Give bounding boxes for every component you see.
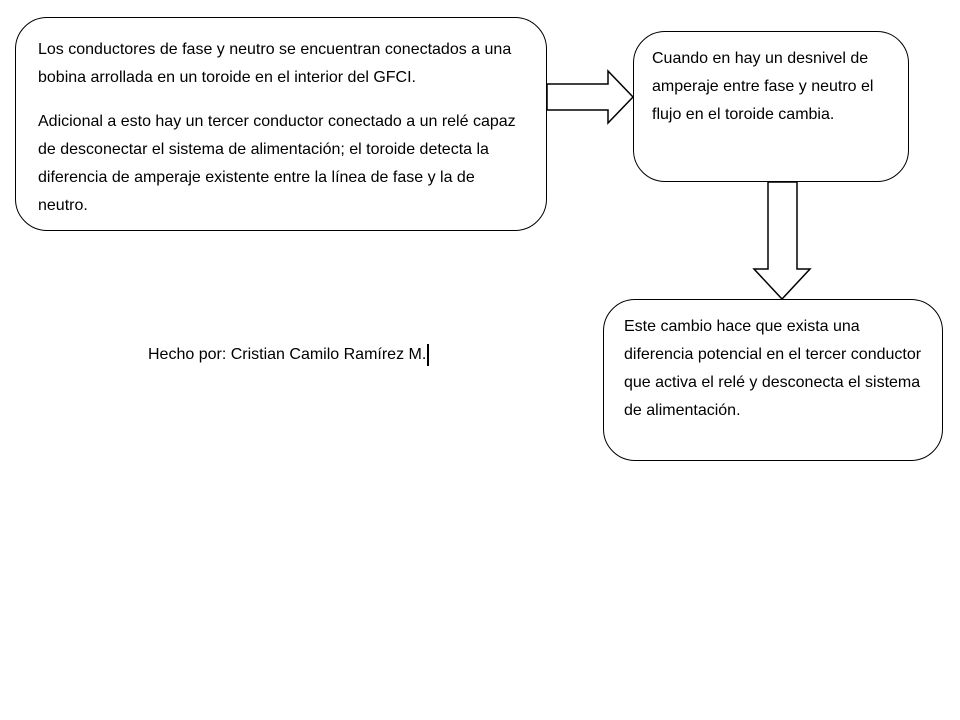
author-credit[interactable]: [148, 342, 429, 368]
box1-paragraph-2: Adicional a esto hay un tercer conductor conectado a un relé capaz de desconectar el sistema de alimentación; el toroide detecta la diferencia de amperaje existente entre la línea de fase y la de neutro.: [38, 113, 516, 214]
arrow-right: [547, 71, 633, 123]
text-cursor: [427, 344, 429, 366]
imbalance-box: [633, 31, 909, 182]
disconnect-box: [603, 299, 943, 461]
gfci-description-box: [15, 17, 547, 231]
box2-text: Cuando en hay un desnivel de amperaje entre fase y neutro el flujo en el toroide cambia.: [652, 50, 874, 123]
box3-text: Este cambio hace que exista una diferencia potencial en el tercer conductor que activa el relé y desconecta el sistema de alimentación.: [624, 318, 922, 419]
credit-text: Hecho por: Cristian Camilo Ramírez M.: [148, 346, 427, 363]
box1-paragraph-1: Los conductores de fase y neutro se encuentran conectados a una bobina arrollada en un toroide en el interior del GFCI.: [38, 41, 512, 86]
arrow-down: [754, 182, 810, 299]
